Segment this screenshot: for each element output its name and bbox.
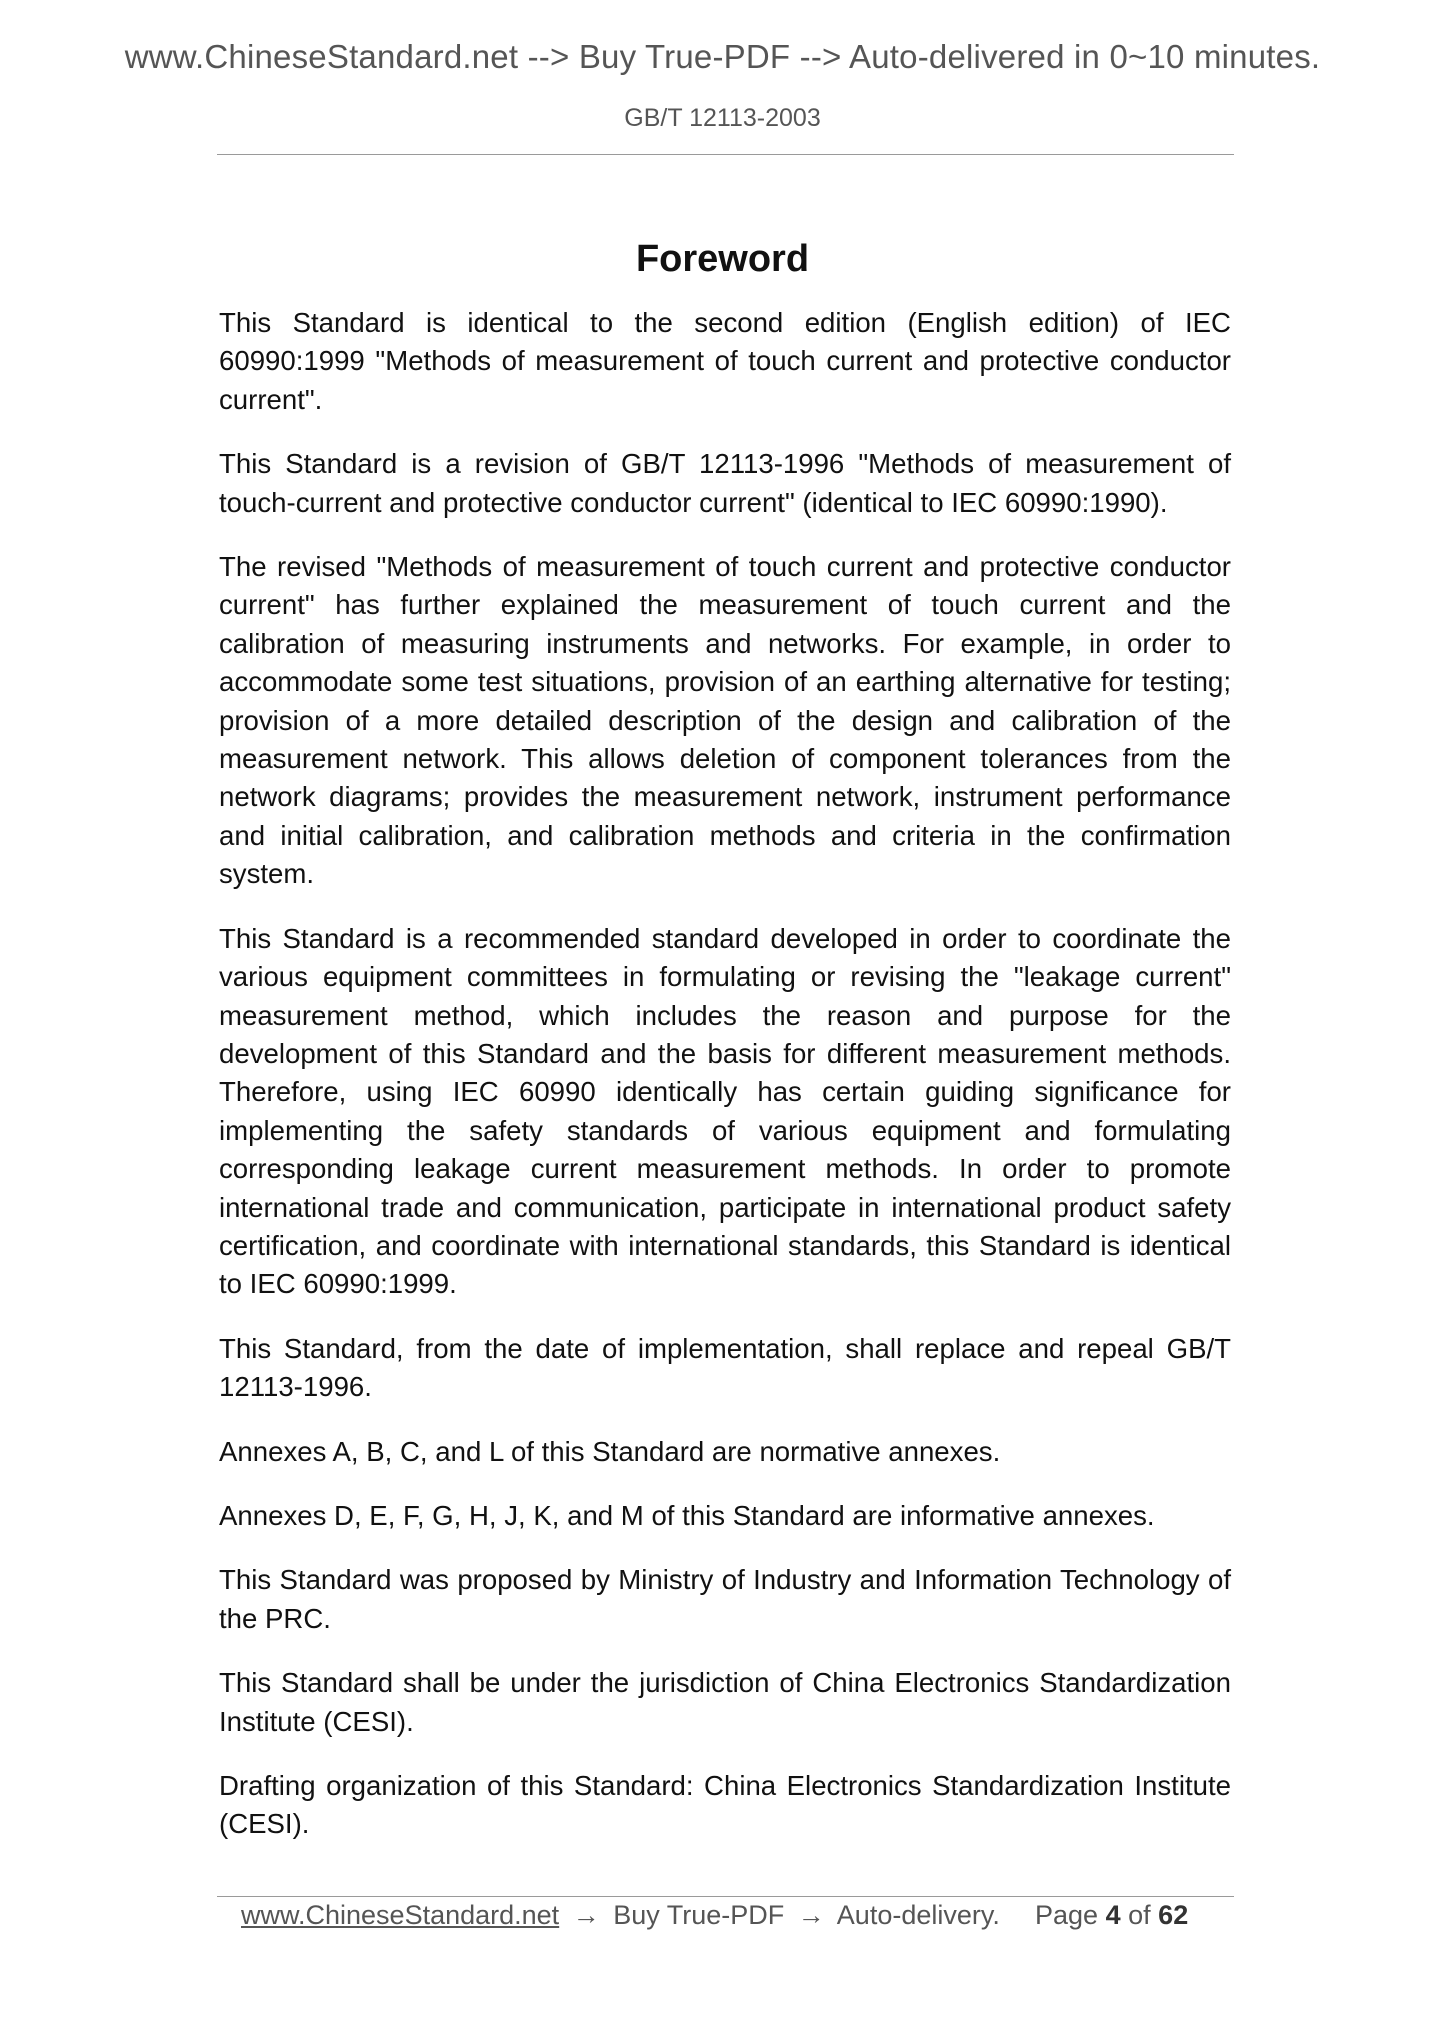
footer-links bbox=[241, 1900, 1000, 1931]
page-current: 4 bbox=[1105, 1900, 1121, 1930]
paragraph-proposed-by: This Standard was proposed by Ministry of Industry and Information Technology of the PRC. bbox=[219, 1564, 1231, 1634]
paragraph-normative-annexes: Annexes A, B, C, and L of this Standard are normative annexes. bbox=[219, 1435, 1001, 1467]
footer-delivery-text: Auto-delivery. bbox=[836, 1900, 1000, 1930]
site-banner: www.ChineseStandard.net --> Buy True-PDF --> Auto-delivered in 0~10 minutes. bbox=[124, 38, 1321, 75]
page-indicator bbox=[1035, 1900, 1188, 1931]
footer-buy-text: Buy True-PDF bbox=[613, 1900, 785, 1930]
paragraph-drafting-organization: Drafting organization of this Standard: China Electronics Standardization Institute (CESI). bbox=[219, 1770, 1231, 1840]
paragraph-revised-methods: The revised "Methods of measurement of touch current and protective conductor current" has further explained the measurement of touch current and the calibration of measuring instruments and networks. For example, in order to accommodate some test situations, provision of an earthing alternative for testing; provision of a more detailed description of the design and calibration of the measurement network. This allows deletion of component tolerances from the network diagrams; provides the measurement network, instrument performance and initial calibration, and calibration methods and criteria in the confirmation system. bbox=[219, 551, 1231, 890]
paragraph-revision: This Standard is a revision of GB/T 12113-1996 "Methods of measurement of touch-current and protective conductor current" (identical to IEC 60990:1990). bbox=[219, 448, 1231, 518]
document-code: GB/T 12113-2003 bbox=[624, 104, 821, 132]
paragraph-recommended-standard: This Standard is a recommended standard developed in order to coordinate the various equipment committees in formulating or revising the "leakage current" measurement method, which includes the reason and purpose for the development of this Standard and the basis for different measurement methods. Therefore, using IEC 60990 identically has certain guiding significance for implementing the safety standards of various equipment and formulating corresponding leakage current measurement methods. In order to promote international trade and communication, participate in international product safety certification, and coordinate with international standards, this Standard is identical to IEC 60990:1999. bbox=[219, 922, 1231, 1300]
paragraph-jurisdiction: This Standard shall be under the jurisdiction of China Electronics Standardization Institute (CESI). bbox=[219, 1667, 1231, 1737]
page-total: 62 bbox=[1158, 1900, 1189, 1930]
foreword-body bbox=[219, 304, 1231, 1870]
page-of-label: of bbox=[1128, 1900, 1151, 1930]
header-divider bbox=[217, 154, 1234, 155]
paragraph-informative-annexes: Annexes D, E, F, G, H, J, K, and M of this Standard are informative annexes. bbox=[219, 1499, 1155, 1531]
page-label: Page bbox=[1035, 1900, 1099, 1930]
page-title: Foreword bbox=[635, 238, 810, 281]
paragraph-replace-repeal: This Standard, from the date of implementation, shall replace and repeal GB/T 12113-1996. bbox=[219, 1332, 1231, 1403]
footer-site-link[interactable]: www.ChineseStandard.net bbox=[241, 1900, 560, 1930]
footer-divider bbox=[217, 1896, 1234, 1897]
arrow-right-icon: → bbox=[797, 1900, 825, 1930]
arrow-right-icon: → bbox=[572, 1900, 600, 1930]
paragraph-identical-iec: This Standard is identical to the second edition (English edition) of IEC 60990:1999 "Methods of measurement of touch current and protective conductor current". bbox=[219, 307, 1231, 415]
